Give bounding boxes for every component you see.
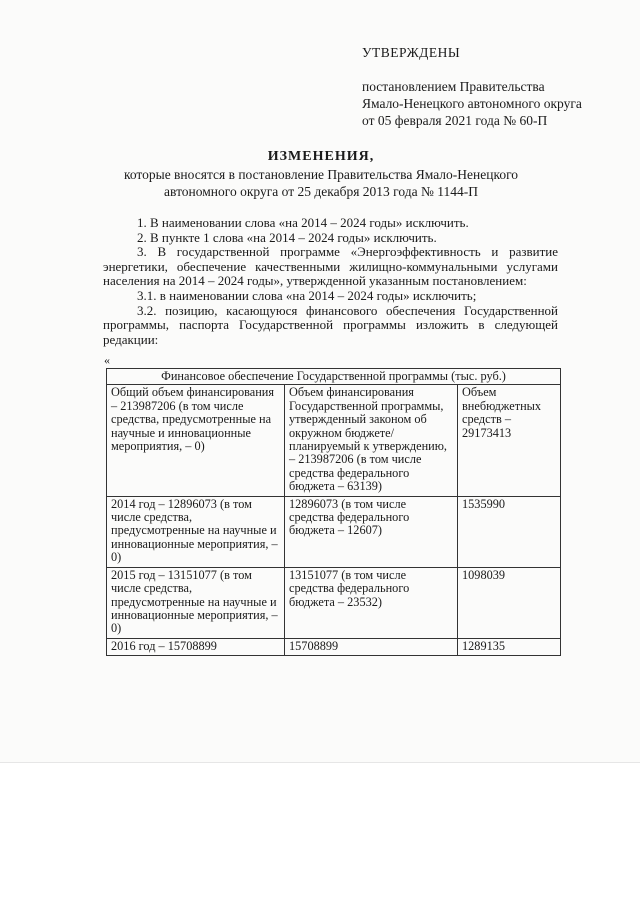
table-cell: 2014 год – 12896073 (в том числе средства, предусмотренные на научные и инновационные мероприятия, – 0) — [107, 496, 285, 567]
paragraph: 1. В наименовании слова «на 2014 – 2024 годы» исключить. — [137, 215, 469, 230]
paragraph: 2. В пункте 1 слова «на 2014 – 2024 годы» исключить. — [137, 229, 437, 245]
table-cell: 2016 год – 15708899 — [107, 638, 285, 655]
table-header: Финансовое обеспечение Государственной программы (тыс. руб.) — [107, 369, 561, 385]
opening-quote: « — [104, 353, 110, 367]
table-cell: Общий объем финансирования – 213987206 (в том числе средства, предусмотренные на научные и инновационные мероприятия, – 0) — [107, 385, 285, 496]
approval-title: УТВЕРЖДЕНЫ — [362, 45, 461, 60]
table-row — [107, 496, 561, 567]
table-cell: 1098039 — [458, 567, 561, 638]
financing-table — [106, 368, 561, 656]
approval-block — [362, 44, 582, 129]
approval-line: Ямало-Ненецкого автономного округа — [362, 96, 582, 111]
body-text — [103, 216, 558, 347]
table-cell: 12896073 (в том числе средства федерального бюджета – 12607) — [285, 496, 458, 567]
paragraph: 3. В государственной программе «Энергоэффективность и развитие энергетики, обеспечение качественными жилищно-коммунальными услугами населения на 2014 – 2024 годы», утвержденной указанным постановлением: — [103, 244, 558, 289]
table-cell: 13151077 (в том числе средства федерального бюджета – 23532) — [285, 567, 458, 638]
table-cell: 15708899 — [285, 638, 458, 655]
table-cell: 1289135 — [458, 638, 561, 655]
paragraph: 3.2. позицию, касающуюся финансового обеспечения Государственной программы, паспорта Государственной программы изложить в следующей редакции: — [103, 302, 558, 347]
table-header-row — [107, 369, 561, 385]
paragraph: 3.1. в наименовании слова «на 2014 – 2024 годы» исключить; — [137, 287, 477, 303]
table-row — [107, 385, 561, 496]
document-subtitle: автономного округа от 25 декабря 2013 года № 1144-П — [164, 184, 478, 199]
table-cell: Объем финансирования Государственной программы, утвержденный законом об окружном бюджете/планируемый к утверждению, – 213987206 (в том числе средства федерального бюджета – 63139) — [285, 385, 458, 496]
document-title: ИЗМЕНЕНИЯ, — [267, 149, 375, 164]
table-row — [107, 567, 561, 638]
table-row — [107, 638, 561, 655]
document-subtitle: которые вносятся в постановление Правительства Ямало-Ненецкого — [123, 167, 519, 182]
approval-line: постановлением Правительства — [362, 79, 545, 94]
table-cell: Объем внебюджетных средств – 29173413 — [458, 385, 561, 496]
document-title-block — [96, 148, 546, 200]
approval-line: от 05 февраля 2021 года № 60-П — [362, 113, 548, 128]
table-cell: 2015 год – 13151077 (в том числе средства, предусмотренные на научные и инновационные мероприятия, – 0) — [107, 567, 285, 638]
table-cell: 1535990 — [458, 496, 561, 567]
